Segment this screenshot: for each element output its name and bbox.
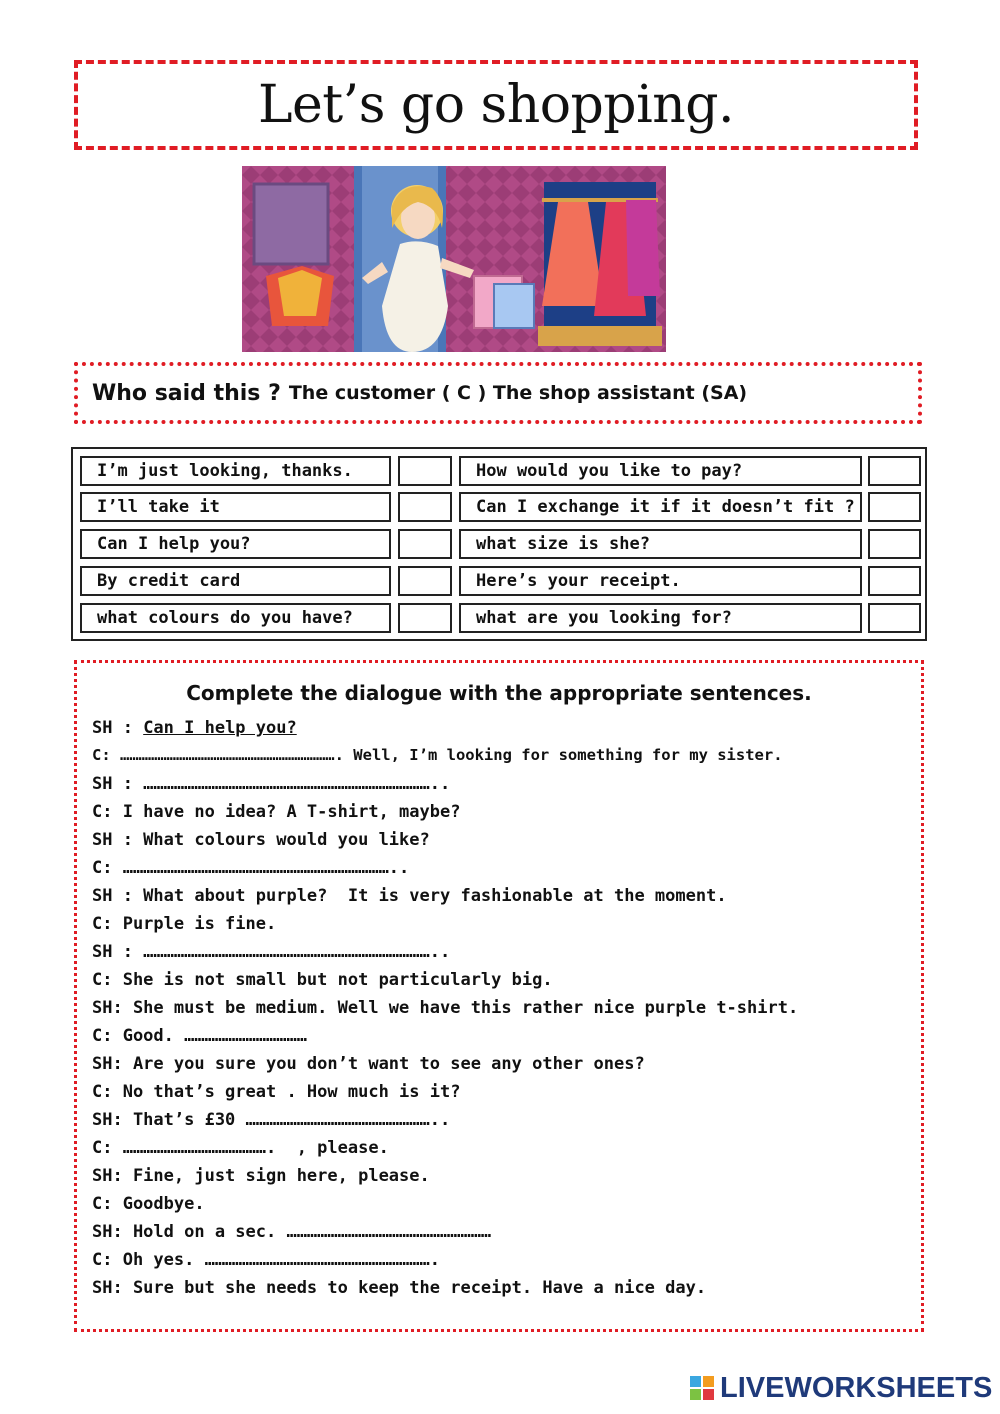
answer-box[interactable] xyxy=(868,603,921,633)
phrase-cell: How would you like to pay? xyxy=(459,456,862,486)
phrase-cell: I’m just looking, thanks. xyxy=(80,456,391,486)
answer-box[interactable] xyxy=(398,529,452,559)
phrase-cell: what are you looking for? xyxy=(459,603,862,633)
dialogue-line: SH: Are you sure you don’t want to see any other ones? xyxy=(92,1054,645,1074)
dialogue-line: C: ……………………………………………………………. Well, I’m looking for something for my sister. xyxy=(92,746,783,764)
who-said-options: The customer ( C ) The shop assistant (SA) xyxy=(288,382,748,404)
dialogue-line: C: ……………………………………. , please. xyxy=(92,1138,389,1158)
answer-box[interactable] xyxy=(868,566,921,596)
answer-box[interactable] xyxy=(868,456,921,486)
dialogue-line: SH: Fine, just sign here, please. xyxy=(92,1166,430,1186)
phrase-cell: I’ll take it xyxy=(80,492,391,522)
dialogue-example-answer: Can I help you? xyxy=(143,718,297,738)
phrase-cell: what size is she? xyxy=(459,529,862,559)
answer-box[interactable] xyxy=(398,492,452,522)
dialogue-line: C: I have no idea? A T-shirt, maybe? xyxy=(92,802,461,822)
dialogue-line: C: No that’s great . How much is it? xyxy=(92,1082,461,1102)
phrase-cell: what colours do you have? xyxy=(80,603,391,633)
dialogue-box xyxy=(74,660,924,1332)
answer-box[interactable] xyxy=(868,492,921,522)
shopping-illustration xyxy=(242,166,666,352)
dialogue-line: C: …………………………………………………………………….. xyxy=(92,858,410,878)
dialogue-line xyxy=(92,718,297,738)
shopping-woman-image xyxy=(242,166,666,352)
liveworksheets-logo xyxy=(690,1372,992,1405)
title-box xyxy=(74,60,918,150)
dialogue-line: SH : ………………………………………………………………………….. xyxy=(92,942,451,962)
dialogue-line: C: She is not small but not particularly big. xyxy=(92,970,553,990)
dialogue-line: SH: Hold on a sec. …………………………………………………… xyxy=(92,1222,492,1242)
dialogue-line: SH: She must be medium. Well we have this rather nice purple t-shirt. xyxy=(92,998,799,1018)
dialogue-title: Complete the dialogue with the appropriate sentences. xyxy=(186,681,812,705)
dialogue-line: SH : ………………………………………………………………………….. xyxy=(92,774,451,794)
phrase-cell: Can I exchange it if it doesn’t fit ? xyxy=(459,492,862,522)
dialogue-line: C: Oh yes. …………………………………………………………. xyxy=(92,1250,440,1270)
phrase-cell: By credit card xyxy=(80,566,391,596)
logo-blocks-icon xyxy=(690,1376,716,1402)
who-said-box xyxy=(74,362,922,424)
dialogue-line: SH : What colours would you like? xyxy=(92,830,430,850)
dialogue-line: SH : What about purple? It is very fashionable at the moment. xyxy=(92,886,727,906)
phrase-cell: Here’s your receipt. xyxy=(459,566,862,596)
page-title: Let’s go shopping. xyxy=(257,75,735,135)
answer-box[interactable] xyxy=(398,456,452,486)
dialogue-line: C: Purple is fine. xyxy=(92,914,277,934)
who-said-question: Who said this ? xyxy=(92,380,281,406)
brand-name: LIVEWORKSHEETS xyxy=(720,1372,993,1404)
dialogue-line: C: Good. ……………………………… xyxy=(92,1026,307,1046)
dialogue-line: C: Goodbye. xyxy=(92,1194,205,1214)
phrase-grid xyxy=(71,447,927,641)
answer-box[interactable] xyxy=(868,529,921,559)
answer-box[interactable] xyxy=(398,566,452,596)
dialogue-speaker: SH : xyxy=(92,718,144,738)
phrase-cell: Can I help you? xyxy=(80,529,391,559)
answer-box[interactable] xyxy=(398,603,452,633)
dialogue-line: SH: Sure but she needs to keep the receipt. Have a nice day. xyxy=(92,1278,707,1298)
dialogue-line: SH: That’s £30 ……………………………………………….. xyxy=(92,1110,451,1130)
